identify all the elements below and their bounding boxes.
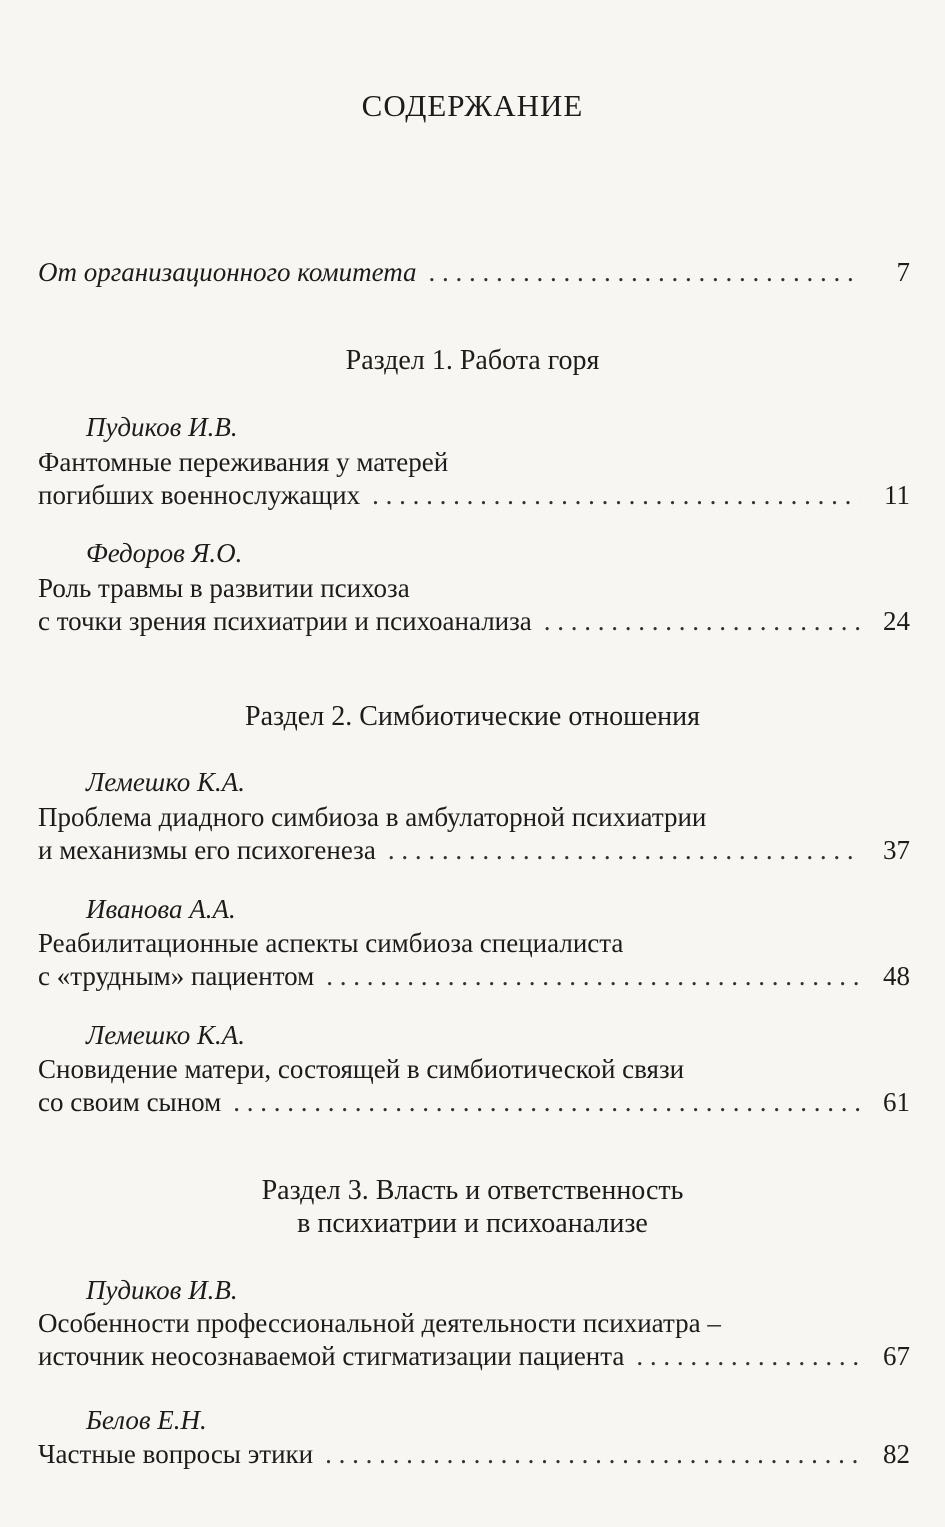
toc-entry[interactable]: [38, 959, 910, 993]
toc-entry[interactable]: [38, 1085, 910, 1119]
entry-author: Пудиков И.В.: [86, 412, 238, 442]
entry-title-line2: с точки зрения психиатрии и психоанализа: [38, 606, 532, 636]
toc-entry-intro[interactable]: [38, 255, 910, 289]
leader-dots: [326, 959, 860, 993]
page-number: 82: [883, 1439, 910, 1469]
entry-author: Федоров Я.О.: [86, 538, 243, 568]
entry-title-line1: Роль травмы в развитии психоза: [38, 573, 410, 603]
page-number: 37: [883, 835, 910, 865]
entry-title-line2: с «трудным» пациентом: [38, 961, 315, 991]
leader-dots: [636, 1339, 860, 1373]
entry-title-line2: источник неосознаваемой стигматизации пациента: [38, 1341, 625, 1371]
toc-entry[interactable]: [38, 604, 910, 638]
leader-dots: [429, 255, 860, 289]
entry-title-line1: Реабилитационные аспекты симбиоза специалиста: [38, 928, 624, 958]
entry-author: Иванова А.А.: [86, 894, 236, 924]
section-heading: Раздел 2. Симбиотические отношения: [245, 701, 700, 732]
entry-title-line2: погибших военнослужащих: [38, 480, 361, 510]
entry-author: Лемешко К.А.: [86, 1020, 245, 1050]
leader-dots: [372, 478, 860, 512]
entry-title-line1: Особенности профессиональной деятельности психиатра –: [38, 1308, 721, 1338]
toc-entry[interactable]: [38, 478, 910, 512]
leader-dots: [325, 1437, 860, 1471]
page-number: 48: [883, 961, 910, 991]
entry-title-line1: Проблема диадного симбиоза в амбулаторной психиатрии: [38, 802, 707, 832]
section-heading-line2: в психиатрии и психоанализе: [297, 1208, 648, 1239]
toc-entry[interactable]: [38, 833, 910, 867]
entry-title: Частные вопросы этики: [38, 1439, 314, 1469]
leader-dots: [544, 604, 860, 638]
page-number: 7: [896, 257, 910, 287]
entry-title-line1: Сновидение матери, состоящей в симбиотической связи: [38, 1054, 685, 1084]
entry-author: Лемешко К.А.: [86, 767, 245, 797]
leader-dots: [233, 1085, 860, 1119]
page-number: 24: [883, 606, 910, 636]
entry-title-line2: и механизмы его психогенеза: [38, 835, 376, 865]
toc-entry[interactable]: [38, 1339, 910, 1373]
page-number: 67: [883, 1341, 910, 1371]
section-heading-line1: Раздел 3. Власть и ответственность: [261, 1175, 684, 1206]
entry-author: Пудиков И.В.: [86, 1275, 238, 1305]
entry-title-line2: со своим сыном: [38, 1087, 222, 1117]
leader-dots: [388, 833, 860, 867]
page-title: СОДЕРЖАНИЕ: [361, 88, 584, 123]
page-number: 11: [884, 480, 910, 510]
entry-author: Белов Е.Н.: [86, 1405, 207, 1435]
toc-entry[interactable]: [38, 1437, 910, 1471]
page-number: 61: [883, 1087, 910, 1117]
entry-title-line1: Фантомные переживания у матерей: [38, 447, 449, 477]
entry-title: От организационного комитета: [38, 257, 417, 287]
section-heading: Раздел 1. Работа горя: [345, 345, 600, 376]
